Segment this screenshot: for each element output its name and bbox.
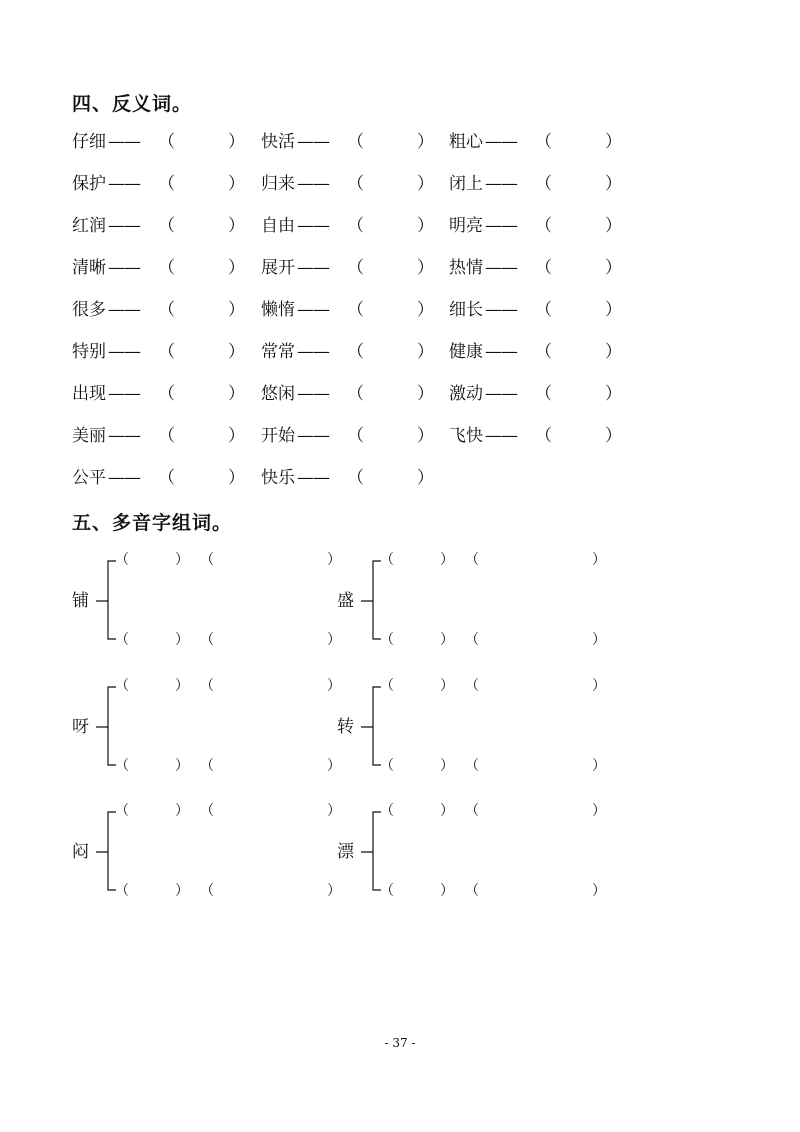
answer-blank-close: ） [228, 300, 245, 320]
answer-blank-open[interactable]: （ [200, 678, 214, 694]
polyphone-group [337, 549, 667, 659]
answer-blank-open[interactable]: （ [115, 803, 129, 819]
answer-blank-open[interactable]: （ [465, 883, 479, 899]
answer-blank-open[interactable]: （ [158, 384, 175, 404]
answer-blank-open[interactable]: （ [347, 216, 364, 236]
answer-blank-close: ） [228, 426, 245, 446]
antonym-dash: —— [297, 342, 329, 362]
answer-blank-close: ） [327, 758, 341, 774]
answer-blank-open[interactable]: （ [158, 342, 175, 362]
answer-blank-open[interactable]: （ [535, 258, 552, 278]
polyphone-character: 呀 [72, 717, 89, 737]
antonym-word: 红润 [72, 216, 106, 236]
polyphone-character: 漂 [337, 842, 354, 862]
antonym-item [449, 424, 622, 448]
answer-blank-open[interactable]: （ [535, 174, 552, 194]
antonym-item [261, 466, 434, 490]
answer-blank-close: ） [417, 132, 434, 152]
answer-blank-open[interactable]: （ [380, 632, 394, 648]
antonym-item [261, 130, 434, 154]
answer-blank-close: ） [417, 342, 434, 362]
antonym-word: 健康 [449, 342, 483, 362]
antonym-item [72, 340, 245, 364]
antonym-dash: —— [108, 384, 140, 404]
answer-blank-open[interactable]: （ [115, 883, 129, 899]
answer-blank-close: ） [175, 758, 189, 774]
answer-blank-open[interactable]: （ [380, 803, 394, 819]
polyphone-character: 铺 [72, 591, 89, 611]
answer-blank-open[interactable]: （ [158, 174, 175, 194]
answer-blank-open[interactable]: （ [158, 132, 175, 152]
answer-blank-close: ） [440, 678, 454, 694]
answer-blank-open[interactable]: （ [380, 883, 394, 899]
antonym-item [261, 382, 434, 406]
answer-blank-open[interactable]: （ [465, 678, 479, 694]
answer-blank-open[interactable]: （ [200, 632, 214, 648]
antonym-word: 归来 [261, 174, 295, 194]
answer-blank-close: ） [175, 883, 189, 899]
answer-blank-close: ） [605, 342, 622, 362]
answer-blank-close: ） [592, 552, 606, 568]
answer-blank-close: ） [605, 258, 622, 278]
answer-blank-close: ） [440, 803, 454, 819]
antonym-dash: —— [108, 174, 140, 194]
answer-blank-close: ） [605, 216, 622, 236]
antonym-word: 公平 [72, 468, 106, 488]
answer-blank-open[interactable]: （ [535, 216, 552, 236]
antonym-dash: —— [108, 258, 140, 278]
answer-blank-open[interactable]: （ [347, 384, 364, 404]
answer-blank-close: ） [417, 258, 434, 278]
answer-blank-close: ） [228, 174, 245, 194]
polyphone-group [337, 675, 667, 785]
antonym-dash: —— [485, 216, 517, 236]
answer-blank-open[interactable]: （ [535, 384, 552, 404]
answer-blank-open[interactable]: （ [115, 758, 129, 774]
answer-blank-open[interactable]: （ [380, 678, 394, 694]
antonym-word: 展开 [261, 258, 295, 278]
answer-blank-close: ） [175, 803, 189, 819]
answer-blank-close: ） [228, 384, 245, 404]
polyphone-group [337, 800, 667, 910]
answer-blank-open[interactable]: （ [347, 174, 364, 194]
answer-blank-open[interactable]: （ [115, 552, 129, 568]
answer-blank-close: ） [327, 678, 341, 694]
antonym-item [449, 172, 622, 196]
antonym-word: 粗心 [449, 132, 483, 152]
polyphone-character: 闷 [72, 842, 89, 862]
answer-blank-close: ） [417, 216, 434, 236]
answer-blank-close: ） [417, 468, 434, 488]
answer-blank-close: ） [605, 300, 622, 320]
antonym-word: 热情 [449, 258, 483, 278]
answer-blank-close: ） [175, 552, 189, 568]
antonym-item [261, 214, 434, 238]
antonym-dash: —— [108, 216, 140, 236]
answer-blank-open[interactable]: （ [158, 216, 175, 236]
antonym-item [72, 298, 245, 322]
antonym-dash: —— [297, 300, 329, 320]
antonym-item [72, 466, 245, 490]
answer-blank-open[interactable]: （ [347, 300, 364, 320]
answer-blank-open[interactable]: （ [158, 258, 175, 278]
antonym-item [72, 256, 245, 280]
antonym-word: 闭上 [449, 174, 483, 194]
antonym-word: 清晰 [72, 258, 106, 278]
antonym-item [449, 340, 622, 364]
answer-blank-close: ） [175, 678, 189, 694]
antonym-word: 快活 [261, 132, 295, 152]
answer-blank-close: ） [327, 803, 341, 819]
antonym-word: 开始 [261, 426, 295, 446]
antonym-dash: —— [485, 132, 517, 152]
answer-blank-close: ） [417, 384, 434, 404]
answer-blank-close: ） [605, 132, 622, 152]
antonym-item [261, 256, 434, 280]
antonym-word: 激动 [449, 384, 483, 404]
answer-blank-close: ） [592, 803, 606, 819]
answer-blank-open[interactable]: （ [200, 552, 214, 568]
antonym-item [449, 214, 622, 238]
antonym-dash: —— [485, 342, 517, 362]
antonym-dash: —— [485, 426, 517, 446]
answer-blank-close: ） [440, 632, 454, 648]
answer-blank-close: ） [592, 632, 606, 648]
antonym-word: 保护 [72, 174, 106, 194]
answer-blank-open[interactable]: （ [347, 258, 364, 278]
answer-blank-close: ） [228, 342, 245, 362]
antonym-word: 快乐 [261, 468, 295, 488]
antonym-dash: —— [108, 300, 140, 320]
antonym-item [72, 382, 245, 406]
antonym-word: 特别 [72, 342, 106, 362]
antonym-item [261, 340, 434, 364]
answer-blank-close: ） [228, 258, 245, 278]
answer-blank-open[interactable]: （ [200, 883, 214, 899]
antonym-word: 美丽 [72, 426, 106, 446]
antonym-dash: —— [297, 426, 329, 446]
answer-blank-close: ） [228, 132, 245, 152]
antonym-word: 悠闲 [261, 384, 295, 404]
answer-blank-open[interactable]: （ [465, 632, 479, 648]
answer-blank-close: ） [605, 384, 622, 404]
section-four-title: 四、反义词。 [72, 93, 193, 115]
antonym-dash: —— [485, 258, 517, 278]
antonym-item [449, 130, 622, 154]
antonym-dash: —— [108, 342, 140, 362]
antonym-dash: —— [485, 300, 517, 320]
antonym-word: 很多 [72, 300, 106, 320]
answer-blank-close: ） [440, 758, 454, 774]
answer-blank-close: ） [327, 883, 341, 899]
answer-blank-close: ） [605, 174, 622, 194]
antonym-word: 飞快 [449, 426, 483, 446]
section-five-title: 五、多音字组词。 [72, 512, 233, 534]
antonym-dash: —— [297, 216, 329, 236]
answer-blank-open[interactable]: （ [465, 552, 479, 568]
answer-blank-open[interactable]: （ [200, 758, 214, 774]
antonym-item [72, 214, 245, 238]
antonym-dash: —— [297, 468, 329, 488]
antonym-item [449, 298, 622, 322]
answer-blank-open[interactable]: （ [465, 758, 479, 774]
answer-blank-close: ） [592, 678, 606, 694]
answer-blank-close: ） [592, 758, 606, 774]
answer-blank-open[interactable]: （ [347, 468, 364, 488]
antonym-word: 细长 [449, 300, 483, 320]
antonym-dash: —— [108, 426, 140, 446]
answer-blank-open[interactable]: （ [535, 426, 552, 446]
answer-blank-open[interactable]: （ [465, 803, 479, 819]
antonym-item [449, 382, 622, 406]
antonym-dash: —— [108, 132, 140, 152]
answer-blank-open[interactable]: （ [200, 803, 214, 819]
antonym-word: 明亮 [449, 216, 483, 236]
answer-blank-close: ） [175, 632, 189, 648]
antonym-item [261, 298, 434, 322]
antonym-item [72, 424, 245, 448]
answer-blank-open[interactable]: （ [535, 300, 552, 320]
antonym-word: 出现 [72, 384, 106, 404]
antonym-dash: —— [485, 384, 517, 404]
answer-blank-close: ） [327, 632, 341, 648]
answer-blank-open[interactable]: （ [535, 342, 552, 362]
antonym-dash: —— [297, 384, 329, 404]
answer-blank-open[interactable]: （ [158, 426, 175, 446]
antonym-word: 常常 [261, 342, 295, 362]
antonym-dash: —— [297, 258, 329, 278]
antonym-item [261, 424, 434, 448]
answer-blank-close: ） [440, 552, 454, 568]
answer-blank-close: ） [417, 174, 434, 194]
antonym-word: 仔细 [72, 132, 106, 152]
answer-blank-open[interactable]: （ [380, 552, 394, 568]
antonym-item [72, 130, 245, 154]
antonym-word: 懒惰 [261, 300, 295, 320]
polyphone-character: 盛 [337, 591, 354, 611]
answer-blank-close: ） [592, 883, 606, 899]
answer-blank-open[interactable]: （ [380, 758, 394, 774]
answer-blank-close: ） [327, 552, 341, 568]
antonym-dash: —— [485, 174, 517, 194]
antonym-dash: —— [108, 468, 140, 488]
answer-blank-open[interactable]: （ [158, 468, 175, 488]
antonym-dash: —— [297, 174, 329, 194]
antonym-item [449, 256, 622, 280]
polyphone-character: 转 [337, 717, 354, 737]
answer-blank-close: ） [417, 300, 434, 320]
answer-blank-close: ） [417, 426, 434, 446]
answer-blank-open[interactable]: （ [115, 678, 129, 694]
answer-blank-open[interactable]: （ [347, 342, 364, 362]
antonym-item [261, 172, 434, 196]
answer-blank-close: ） [228, 468, 245, 488]
antonym-word: 自由 [261, 216, 295, 236]
answer-blank-open[interactable]: （ [535, 132, 552, 152]
answer-blank-open[interactable]: （ [347, 426, 364, 446]
page-number: - 37 - [384, 1036, 416, 1050]
answer-blank-close: ） [440, 883, 454, 899]
antonym-item [72, 172, 245, 196]
antonym-dash: —— [297, 132, 329, 152]
answer-blank-open[interactable]: （ [158, 300, 175, 320]
answer-blank-close: ） [605, 426, 622, 446]
answer-blank-open[interactable]: （ [115, 632, 129, 648]
answer-blank-open[interactable]: （ [347, 132, 364, 152]
answer-blank-close: ） [228, 216, 245, 236]
